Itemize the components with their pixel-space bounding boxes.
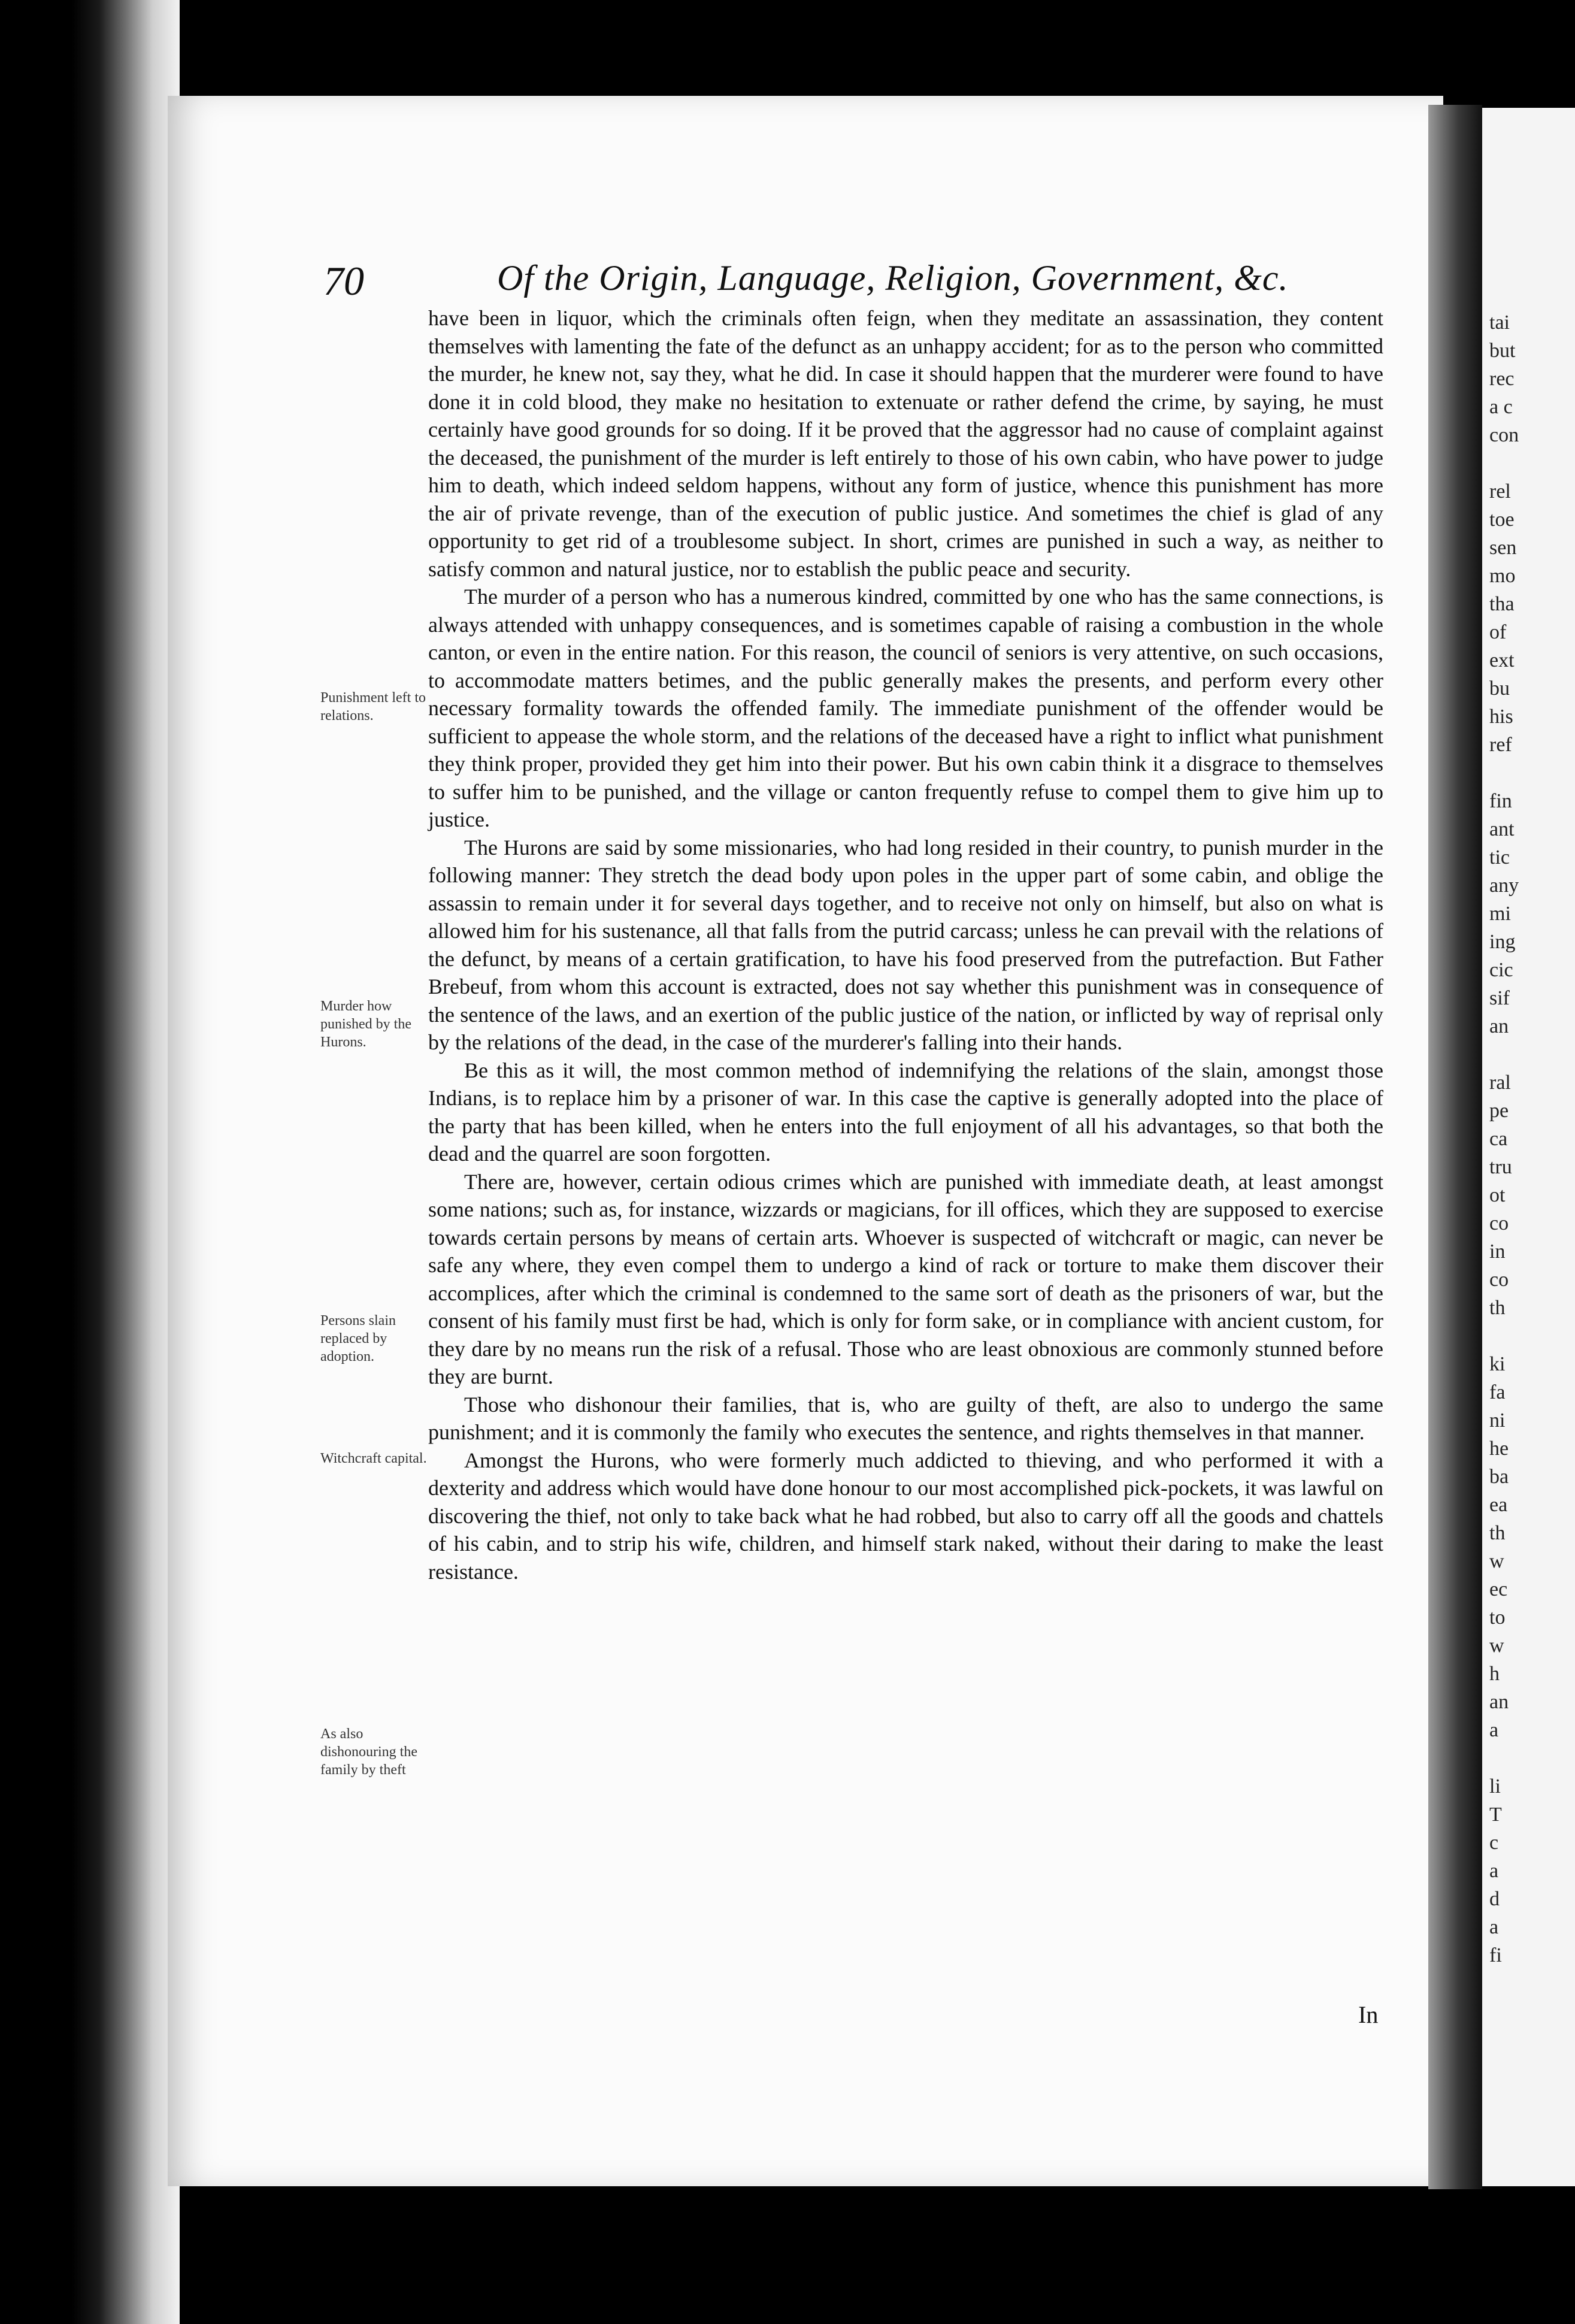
paragraph: Be this as it will, the most common method of indemnifying the relations of the slain, amongst those Indians, is to replace him by a prisoner of war. In this case the captive is generally adopted into the place of the party that has been killed, when he enters into the full enjoyment of all his advantages, so that both the dead and the quarrel are soon forgotten.: [428, 1058, 1383, 1166]
adjacent-page-fragment: h: [1489, 1663, 1500, 1685]
adjacent-page-fragment: sif: [1489, 987, 1510, 1009]
adjacent-page-fragment: cic: [1489, 959, 1513, 981]
paragraph: The murder of a person who has a numerous kindred, committed by one who has the same connections, is always attended with unhappy consequences, and is sometimes capable of raising a combustion in the whole canton, or even in the entire nation. For this reason, the council of seniors is very attentive, on such occasions, to accommodate matters betimes, and the public generally makes the presents, and perform every other necessary formality towards the offended family. The immediate punishment of the offender would be sufficient to appease the whole storm, and the relations of the deceased have a right to inflict what punishment they think proper, provided they get him into their power. But his own cabin think it a disgrace to themselves to suffer him to be punished, and the village or canton frequently refuse to compel them to give him up to justice.: [428, 585, 1383, 831]
adjacent-page-fragment: T: [1489, 1803, 1502, 1826]
adjacent-page-fragment: ot: [1489, 1184, 1506, 1206]
adjacent-page-fragment: a: [1489, 1719, 1499, 1741]
adjacent-page-fragment: to: [1489, 1606, 1506, 1629]
paragraph: Amongst the Hurons, who were formerly much addicted to thieving, and who performed it with a dexterity and address which would have done honour to our most accomplished pick-pockets, it was lawful on discovering the thief, not only to take back what he had robbed, but also to carry off all the goods and chattels of his cabin, and to strip his wife, children, and himself stark naked, without their daring to make the least resistance.: [428, 1448, 1383, 1584]
adjacent-page-fragment: rec: [1489, 368, 1515, 390]
adjacent-page-fragment: [1482, 449, 1575, 477]
page-gutter: [1428, 105, 1482, 2189]
marginal-note: Persons slain replaced by adoption.: [320, 1313, 396, 1364]
adjacent-page-fragment: a c: [1489, 396, 1513, 418]
adjacent-page-fragment: co: [1489, 1269, 1509, 1291]
adjacent-page-fragment: ing: [1489, 931, 1516, 953]
paragraph: Those who dishonour their families, that is, who are guilty of theft, are also to undergo the same punishment; and it is commonly the family who executes the sentence, and rights themselves in that manner.: [428, 1392, 1383, 1444]
adjacent-page-fragment: w: [1489, 1550, 1504, 1572]
adjacent-page-fragment: rel: [1489, 480, 1511, 503]
adjacent-page-fragment: w: [1489, 1635, 1504, 1657]
marginal-note: Witchcraft capital.: [320, 1451, 427, 1466]
adjacent-page-fragment: [1482, 759, 1575, 787]
body-text: [428, 304, 1383, 1585]
adjacent-page-fragment: tha: [1489, 593, 1515, 615]
paragraph: have been in liquor, which the criminals often feign, when they meditate an assassination, they content themselves with lamenting the fate of the defunct as an unhappy accident; for as to the person who committed the murder, he knew not, say they, what he did. In case it should happen that the murderer were found to have done it in cold blood, they make no hesitation to extenuate or rather defend the crime, by saying, he must certainly have good grounds for so doing. If it be proved that the aggressor had no cause of complaint against the deceased, the punishment of the murder is left entirely to those of his own cabin, who have power to judge him to death, which indeed seldom happens, without any form of justice, whence this punishment has more the air of private revenge, than of the execution of public justice. And sometimes the chief is glad of any opportunity to get rid of a troublesome subject. In short, crimes are punished in such a way, as neither to satisfy common and natural justice, nor to establish the public peace and security.: [428, 306, 1383, 581]
adjacent-page-fragment: li: [1489, 1775, 1501, 1798]
adjacent-page-fragment: bu: [1489, 677, 1510, 700]
adjacent-page-fragment: mi: [1489, 903, 1511, 925]
adjacent-page-fragment: co: [1489, 1212, 1509, 1234]
paragraph: There are, however, certain odious crimes which are punished with immediate death, at least amongst some nations; such as, for instance, wizzards or magicians, for ill offices, which they are supposed to exercise towards certain persons by means of certain arts. Whoever is suspected of witchcraft or magic, can never be safe any where, they even compel them to undergo a kind of rack or torture to make them discover their accomplices, after which the criminal is condemned to the same sort of death as the prisoners of war, but the consent of his family must first be had, which is only for form sake, or in compliance with ancient custom, for they dare by no means run the risk of a refusal. Those who are least obnoxious are commonly stunned before they are burnt.: [428, 1169, 1383, 1388]
adjacent-page-fragment: sen: [1489, 537, 1517, 559]
adjacent-page-fragment: ref: [1489, 734, 1512, 756]
adjacent-page-fragment: in: [1489, 1240, 1506, 1263]
marginal-note: Punishment left to relations.: [320, 690, 426, 724]
adjacent-page-fragment: fin: [1489, 790, 1512, 812]
adjacent-page-fragment: an: [1489, 1691, 1509, 1713]
adjacent-page-fragment: th: [1489, 1297, 1506, 1319]
running-head: Of the Origin, Language, Religion, Government, &c.: [497, 258, 1289, 298]
adjacent-page-fragment: ca: [1489, 1128, 1508, 1150]
adjacent-page-fragment: tru: [1489, 1156, 1512, 1178]
adjacent-page-fragment: ki: [1489, 1353, 1506, 1375]
adjacent-page-fragment: pe: [1489, 1100, 1509, 1122]
adjacent-page-fragment: c: [1489, 1832, 1499, 1854]
adjacent-page-fragment: his: [1489, 706, 1513, 728]
adjacent-page-fragment: a: [1489, 1916, 1499, 1938]
adjacent-page-fragment: fa: [1489, 1381, 1506, 1403]
paragraph: The Hurons are said by some missionaries, who had long resided in their country, to punish murder in the following manner: They stretch the dead body upon poles in the upper part of some cabin, and oblige the assassin to remain under it for several days together, and to receive not only on himself, but also on what is allowed him for his sustenance, all that falls from the putrid carcass; unless he can prevail with the relations of the defunct, by means of a certain gratification, to have his food preserved from the putrefaction. But Father Brebeuf, from whom this account is extracted, does not say whether this punishment was in consequence of the sentence of the laws, and an exertion of the public justice of the nation, or inflicted by way of reprisal only by the relations of the dead, in the case of the murderer's falling into their hands.: [428, 835, 1383, 1054]
adjacent-page-fragment: ec: [1489, 1578, 1508, 1600]
adjacent-page-fragment: tic: [1489, 846, 1510, 869]
adjacent-page-fragment: [1482, 1040, 1575, 1069]
catchword: In: [1358, 2001, 1379, 2028]
adjacent-page-fragment: ant: [1489, 818, 1515, 840]
adjacent-page-fragment: [1482, 1322, 1575, 1350]
book-spine-shadow: [0, 0, 180, 2324]
adjacent-page-fragment: [1482, 1744, 1575, 1772]
adjacent-page-fragment: d: [1489, 1888, 1500, 1910]
adjacent-page-fragment: th: [1489, 1522, 1506, 1544]
adjacent-page-fragment: an: [1489, 1015, 1509, 1037]
adjacent-page-fragment: a: [1489, 1860, 1499, 1882]
adjacent-page-fragment: he: [1489, 1438, 1509, 1460]
adjacent-page-fragment: ral: [1489, 1072, 1511, 1094]
adjacent-page-fragment: but: [1489, 340, 1516, 362]
adjacent-page-fragment: ni: [1489, 1409, 1506, 1432]
adjacent-page-fragment: ext: [1489, 649, 1515, 671]
adjacent-page-fragment: toe: [1489, 509, 1515, 531]
adjacent-page-fragment: con: [1489, 424, 1519, 446]
adjacent-page: [1482, 108, 1575, 2186]
adjacent-page-fragment: ba: [1489, 1466, 1509, 1488]
adjacent-page-fragment: ea: [1489, 1494, 1508, 1516]
adjacent-page-fragment: any: [1489, 874, 1519, 897]
page-number: 70: [323, 258, 364, 304]
adjacent-page-fragment: tai: [1489, 311, 1510, 334]
marginal-note: Murder how punished by the Hurons.: [320, 998, 411, 1050]
adjacent-page-fragment: mo: [1489, 565, 1516, 587]
marginal-note: As also dishonouring the family by theft: [320, 1726, 417, 1778]
adjacent-page-fragment: of: [1489, 621, 1507, 643]
adjacent-page-fragment: fi: [1489, 1944, 1502, 1966]
